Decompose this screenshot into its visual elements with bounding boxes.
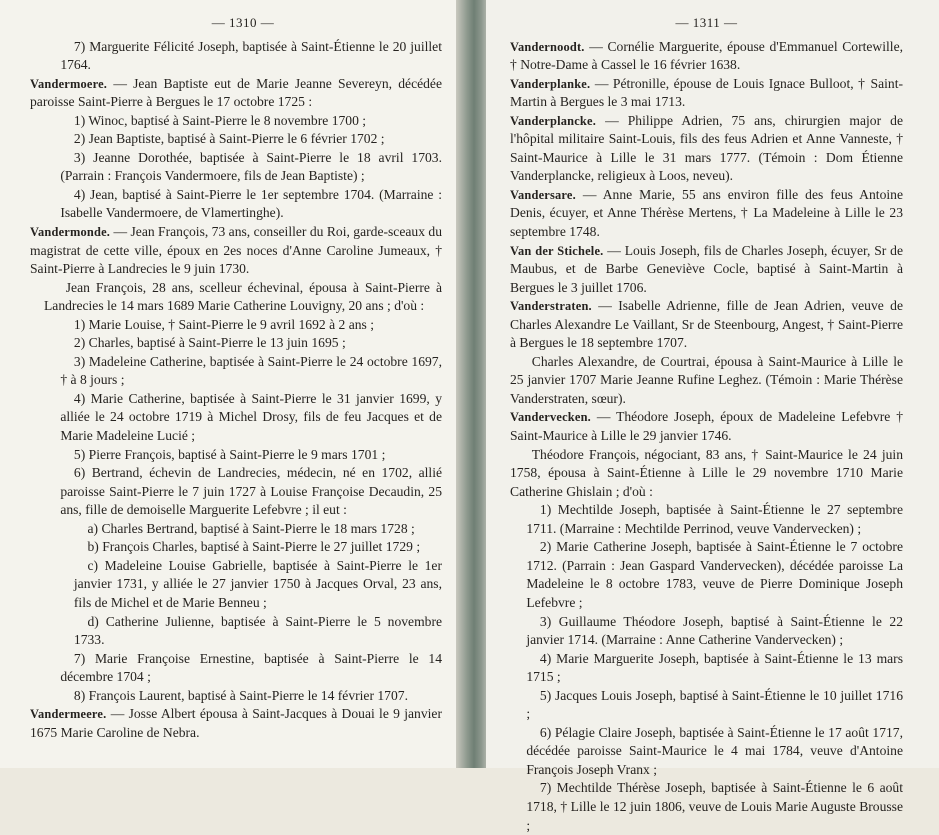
genealogy-entry: Vandermonde. — Jean François, 73 ans, conseiller du Roi, garde-sceaux du magistrat de cette ville, époux en 2es noces d'Anne Caroline Jumeaux, † Saint-Pierre à Landrecies le 9 juin 1730. xyxy=(30,224,442,277)
entry-text: Jean François, 73 ans, conseiller du Roi, garde-sceaux du magistrat de cette ville, époux en 2es noces d'Anne Caroline Jumeaux, † Saint-Pierre à Landrecies le 9 juin 1730. xyxy=(30,224,442,277)
list-item: 3) Guillaume Théodore Joseph, baptisé à Saint-Étienne le 22 janvier 1714. (Marraine : Anne Catherine Vandervecken) ; xyxy=(526,613,903,648)
left-page xyxy=(0,0,462,768)
list-item: 1) Winoc, baptisé à Saint-Pierre le 8 novembre 1700 ; xyxy=(73,112,367,128)
list-item: 1) Mechtilde Joseph, baptisée à Saint-Étienne le 27 septembre 1711. (Marraine : Mechtilde Perrinod, veuve Vandervecken) ; xyxy=(526,502,903,536)
genealogy-entry: Vanderplancke. — Philippe Adrien, 75 ans, chirurgien major de l'hôpital militaire Saint-Louis, fils des feus Adrien et Anne Vanneste, † Saint-Maurice à Lille le 31 mars 1777. (Témoin : Dom Étienne Vanderplancke, religieux à Loos, neveu). xyxy=(510,112,904,184)
list-item: 3) Madeleine Catherine, baptisée à Saint-Pierre le 24 octobre 1697, † à 8 jours ; xyxy=(60,353,442,388)
genealogy-entry: Vandermoere. — Jean Baptiste eut de Marie Jeanne Severeyn, décédée paroisse Saint-Pierre à Bergues le 17 octobre 1725 : xyxy=(30,75,443,110)
genealogy-entry: Vandersare. — Anne Marie, 55 ans environ fille des feus Antoine Denis, écuyer, et Anne Thérèse Mertens, † La Madeleine à Lille le 23 septembre 1748. xyxy=(510,186,903,240)
sub-list-item: b) François Charles, baptisé à Saint-Pierre le 27 juillet 1729 ; xyxy=(87,539,421,555)
list-item: 1) Marie Louise, † Saint-Pierre le 9 avril 1692 à 2 ans ; xyxy=(73,316,375,332)
entry-text: Josse Albert épousa à Saint-Jacques à Douai le 9 janvier 1675 Marie Caroline de Nebra. xyxy=(30,706,442,740)
list-item: 2) Marie Catherine Joseph, baptisée à Saint-Étienne le 7 octobre 1712. (Parrain : Jean Gaspard Vandervecken), décédée paroisse La Madeleine le 8 octobre 1783, veuve de Pierre Dominique Joseph Lefebvre ; xyxy=(526,539,903,610)
list-item: 7) Mechtilde Thérèse Joseph, baptisée à Saint-Étienne le 6 août 1718, † Lille le 12 juin 1806, veuve de Louis Marie Auguste Brousse ; xyxy=(526,780,903,833)
list-item: 4) Marie Marguerite Joseph, baptisée à Saint-Étienne le 13 mars 1715 ; xyxy=(526,650,903,685)
list-item: 3) Jeanne Dorothée, baptisée à Saint-Pierre le 18 avril 1703. (Parrain : François Vandermoere, fils de Jean Baptiste) ; xyxy=(60,149,442,184)
list-item: 7) Marie Françoise Ernestine, baptisée à Saint-Pierre le 14 décembre 1704 ; xyxy=(60,650,442,685)
paragraph: Jean François, 28 ans, scelleur échevinal, épousa à Saint-Pierre à Landrecies le 14 mars 1689 Marie Catherine Louvigny, 20 ans ; d'où : xyxy=(44,279,442,314)
list-item: 4) Marie Catherine, baptisée à Saint-Pierre le 31 janvier 1699, y alliée le 24 octobre 1719 à Michel Drosy, fils de feu Jacques et de Marie Madeleine Lucié ; xyxy=(60,390,442,444)
entry-text: Cornélie Marguerite, épouse d'Emmanuel Cortewille, † Notre-Dame à Cassel le 16 février 1638. xyxy=(510,38,904,73)
right-page xyxy=(486,0,939,833)
genealogy-entry: Vandervecken. — Théodore Joseph, époux de Madeleine Lefebvre † Saint-Maurice à Lille le 29 janvier 1746. xyxy=(510,409,903,444)
sub-list-item: a) Charles Bertrand, baptisé à Saint-Pierre le 18 mars 1728 ; xyxy=(87,520,415,536)
list-item: 6) Pélagie Claire Joseph, baptisée à Saint-Étienne le 17 août 1717, décédée paroisse Saint-Maurice le 4 mai 1784, veuve d'Antoine François Joseph Vranx ; xyxy=(526,724,903,777)
list-item: 5) Pierre François, baptisé à Saint-Pierre le 9 mars 1701 ; xyxy=(73,446,386,462)
surname-heading: Vandermoere. xyxy=(30,76,108,91)
list-item: 6) Bertrand, échevin de Landrecies, médecin, né en 1702, allié paroisse Saint-Pierre le 7 juin 1727 à Louise Françoise Decaudin, 25 ans, fille de demoiselle Marguerite Lefebvre ; il eut : xyxy=(60,465,442,518)
surname-heading: Vandernoodt. xyxy=(510,39,585,54)
genealogy-entry: Vandernoodt. — Cornélie Marguerite, épouse d'Emmanuel Cortewille, † Notre-Dame à Cassel le 16 février 1638. xyxy=(510,38,904,73)
genealogy-entry: Van der Stichele. — Louis Joseph, fils de Charles Joseph, écuyer, Sr de Maubus, et de Barbe Geneviève Cocle, baptisé à Saint-Martin à Bergues le 3 juillet 1706. xyxy=(510,242,903,295)
paragraph: 7) Marguerite Félicité Joseph, baptisée à Saint-Étienne le 20 juillet 1764. xyxy=(60,38,442,73)
sub-list-item: c) Madeleine Louise Gabrielle, baptisée à Saint-Pierre le 1er janvier 1731, y alliée le 27 janvier 1750 à Jacques Orval, 23 ans, fils de Michel et de Marie Benneu ; xyxy=(73,557,442,610)
entry-text: Anne Marie, 55 ans environ fille des feus Antoine Denis, écuyer, et Anne Thérèse Mertens, † La Madeleine à Lille le 23 septembre 1748. xyxy=(510,186,903,240)
entry-text: Théodore Joseph, époux de Madeleine Lefebvre † Saint-Maurice à Lille le 29 janvier 1746. xyxy=(510,409,903,444)
entry-text: Jean Baptiste eut de Marie Jeanne Severeyn, décédée paroisse Saint-Pierre à Bergues le 17 octobre 1725 : xyxy=(30,75,443,110)
genealogy-entry: Vanderplanke. — Pétronille, épouse de Louis Ignace Bulloot, † Saint-Martin à Bergues le 3 mai 1713. xyxy=(510,75,904,110)
surname-heading: Vanderplancke. xyxy=(510,113,596,128)
paragraph: Théodore François, négociant, 83 ans, † Saint-Maurice le 24 juin 1758, épousa à Saint-Étienne à Lille le 29 novembre 1710 Marie Catherine Ghislain ; d'où : xyxy=(510,446,903,499)
page-number: — 1311 — xyxy=(675,15,738,30)
list-item: 4) Jean, baptisé à Saint-Pierre le 1er septembre 1704. (Marraine : Isabelle Vandermoere, de Vlamertinghe). xyxy=(60,186,442,221)
entry-text: Isabelle Adrienne, fille de Jean Adrien, veuve de Charles Alexandre Le Vaillant, Sr de Steenbourg, Angest, † Saint-Pierre à Bergues le 18 septembre 1707. xyxy=(510,298,903,351)
genealogy-entry: Vandermeere. — Josse Albert épousa à Saint-Jacques à Douai le 9 janvier 1675 Marie Caroline de Nebra. xyxy=(30,706,442,740)
surname-heading: Vandervecken. xyxy=(510,410,591,425)
surname-heading: Vandermeere. xyxy=(30,707,107,722)
entry-text: Pétronille, épouse de Louis Ignace Bulloot, † Saint-Martin à Bergues le 3 mai 1713. xyxy=(510,75,904,110)
paragraph: Charles Alexandre, de Courtrai, épousa à Saint-Maurice à Lille le 25 janvier 1707 Marie Jeanne Rufine Leghez. (Témoin : Marie Thérèse Vanderstraten, sœur). xyxy=(510,353,903,406)
list-item: 5) Jacques Louis Joseph, baptisé à Saint-Étienne le 10 juillet 1716 ; xyxy=(526,687,903,722)
page-number: — 1310 — xyxy=(211,15,275,30)
genealogy-entry: Vanderstraten. — Isabelle Adrienne, fille de Jean Adrien, veuve de Charles Alexandre Le Vaillant, Sr de Steenbourg, Angest, † Saint-Pierre à Bergues le 18 septembre 1707. xyxy=(510,298,903,351)
surname-heading: Vandermonde. xyxy=(30,225,111,240)
list-item: 2) Jean Baptiste, baptisé à Saint-Pierre le 6 février 1702 ; xyxy=(73,131,385,147)
surname-heading: Van der Stichele. xyxy=(510,243,604,258)
entry-text: Philippe Adrien, 75 ans, chirurgien major de l'hôpital militaire Saint-Louis, fils des feus Adrien et Anne Vanneste, † Saint-Maurice à Lille le 31 mars 1777. (Témoin : Dom Étienne Vanderplancke, religieux à Loos, neveu). xyxy=(510,112,904,184)
entry-text: Louis Joseph, fils de Charles Joseph, écuyer, Sr de Maubus, et de Barbe Geneviève Cocle, baptisé à Saint-Martin à Bergues le 3 juillet 1706. xyxy=(510,242,903,295)
list-item: 2) Charles, baptisé à Saint-Pierre le 13 juin 1695 ; xyxy=(73,335,346,351)
surname-heading: Vandersare. xyxy=(510,187,576,202)
sub-list-item: d) Catherine Julienne, baptisée à Saint-Pierre le 5 novembre 1733. xyxy=(73,613,442,648)
surname-heading: Vanderstraten. xyxy=(510,299,592,314)
list-item: 8) François Laurent, baptisé à Saint-Pierre le 14 février 1707. xyxy=(73,687,408,703)
surname-heading: Vanderplanke. xyxy=(510,76,591,91)
